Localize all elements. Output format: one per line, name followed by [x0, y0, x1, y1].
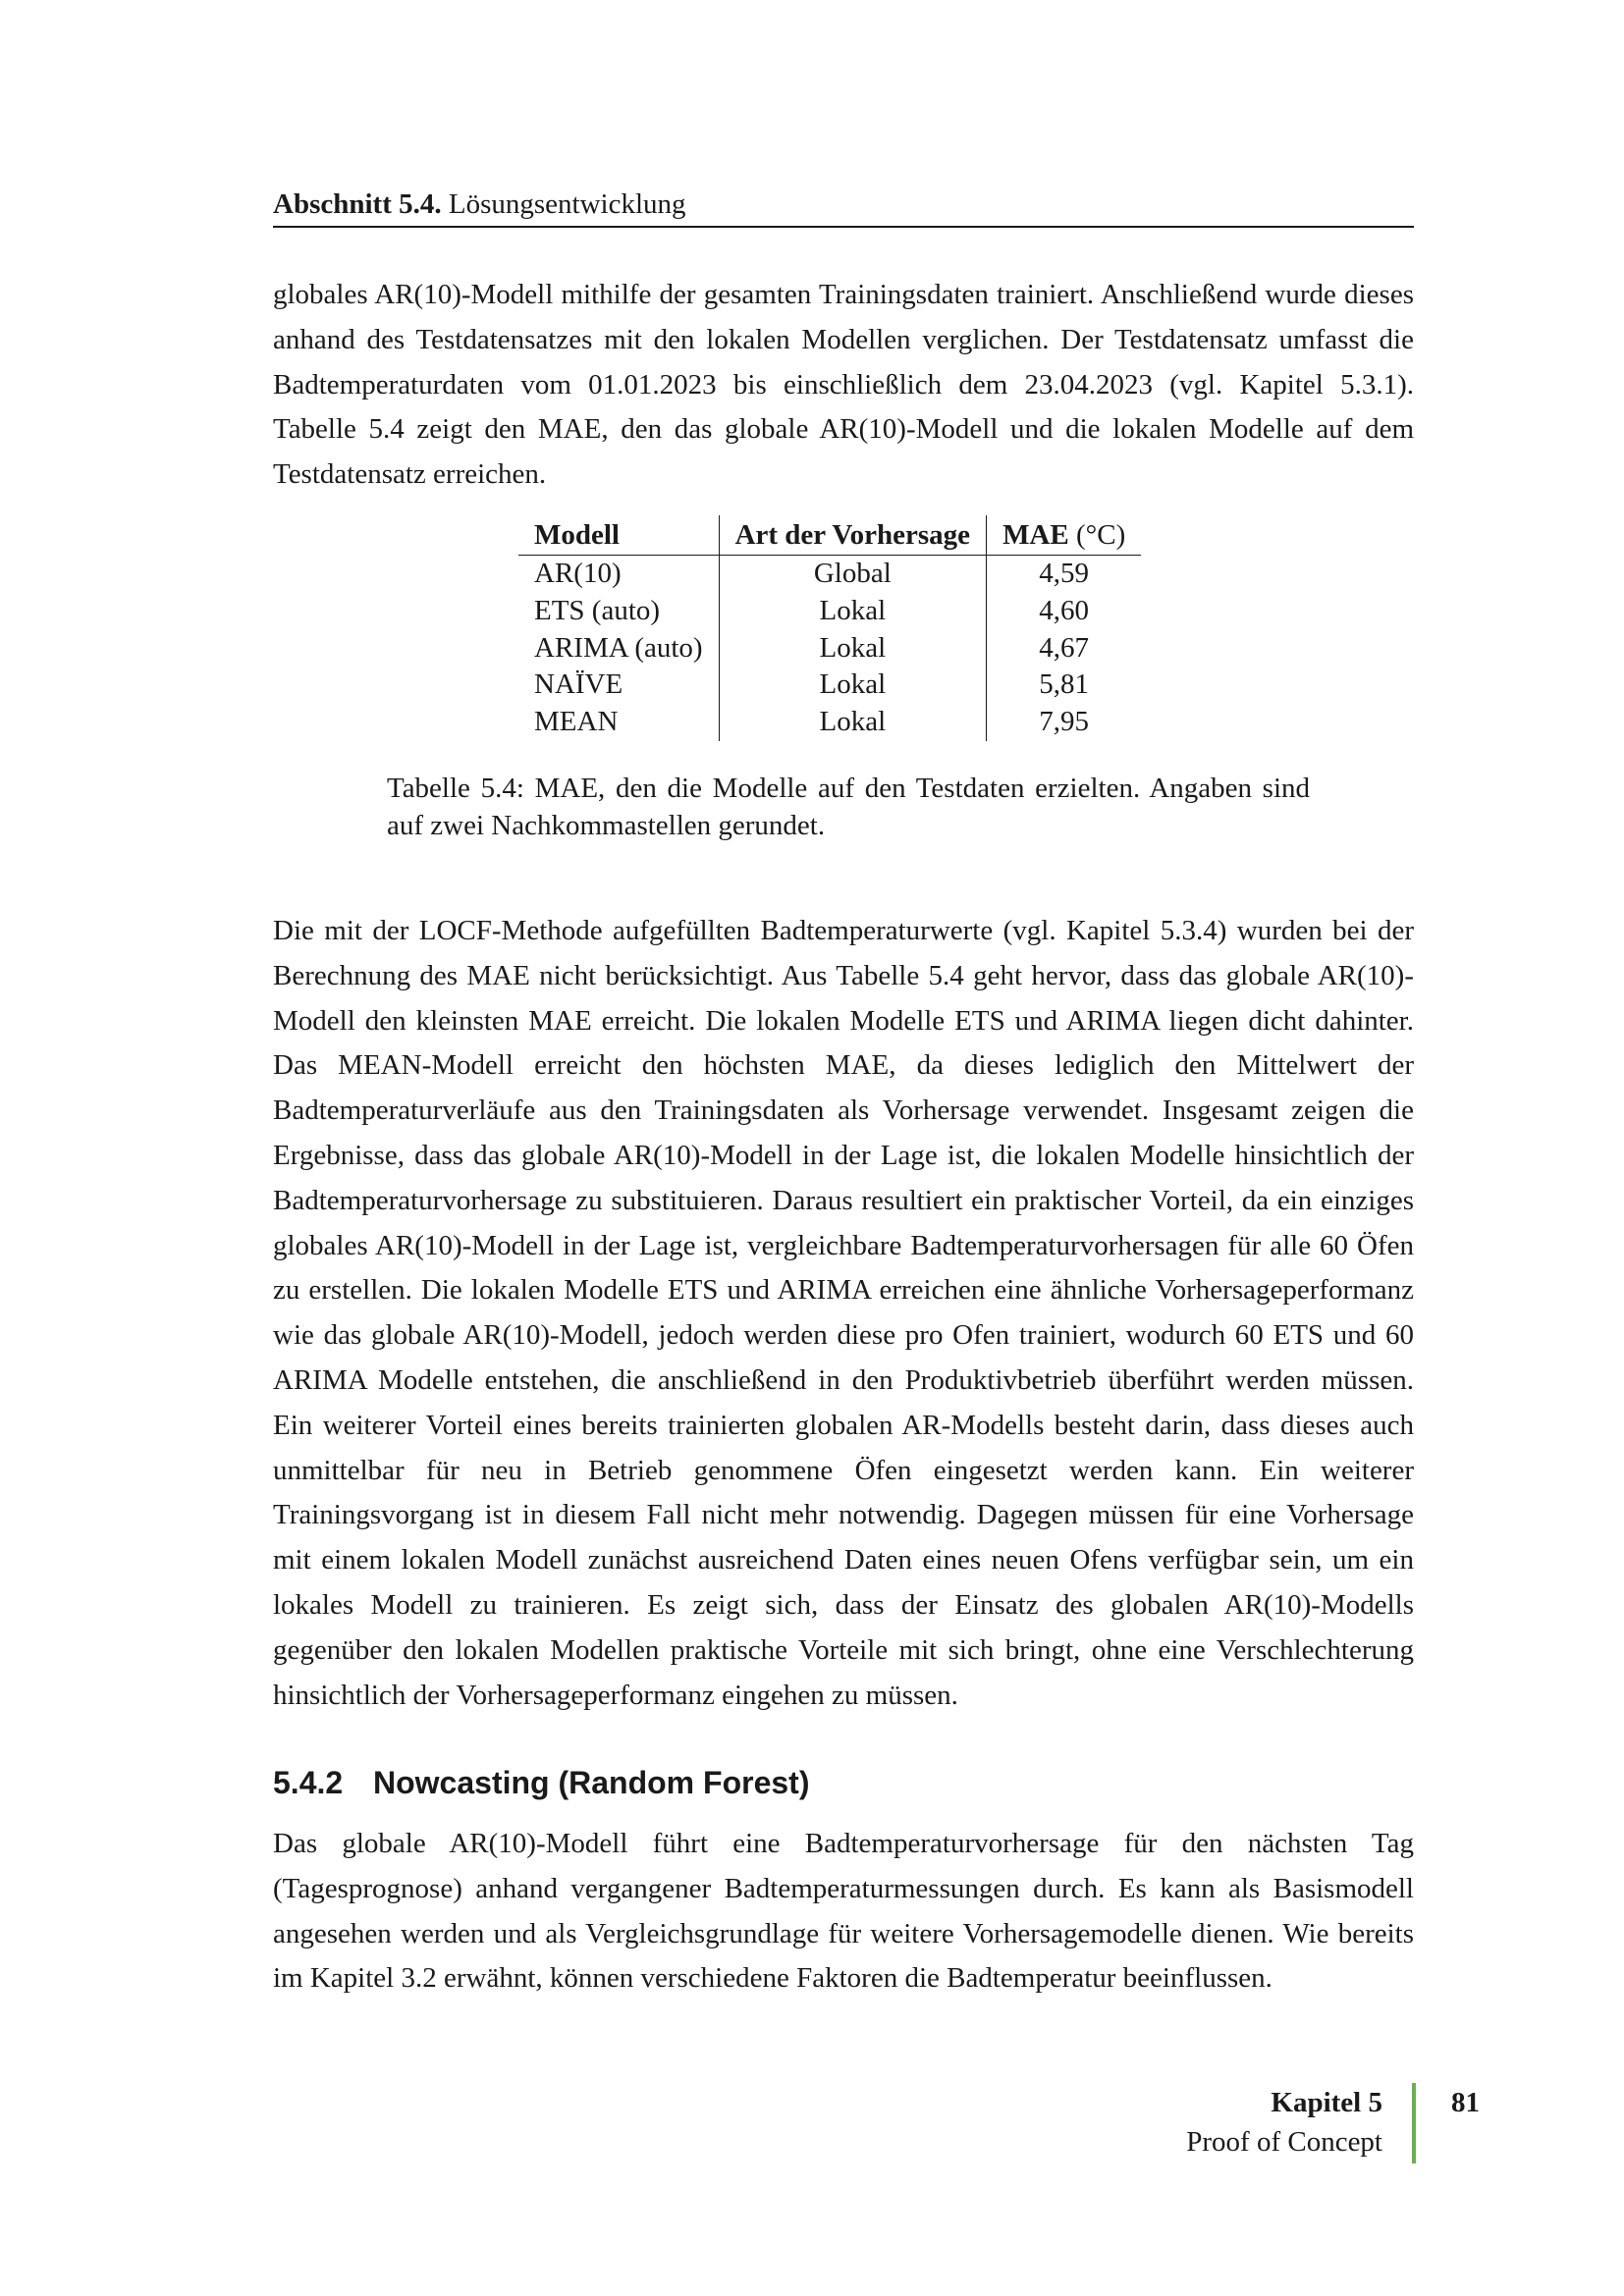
discussion-paragraph: Die mit der LOCF-Methode aufgefüllten Badtemperaturwerte (vgl. Kapitel 5.3.4) wurden bei der Berechnung des MAE nicht berücksichtigt. Aus Tabelle 5.4 geht hervor, dass das globale AR(10)-Modell den kleinsten MAE erreicht. Die lokalen Modelle ETS und ARIMA liegen dicht dahinter. Das MEAN-Modell erreicht den höchsten MAE, da dieses lediglich den Mittelwert der Badtemperaturverläufe aus den Trainingsdaten als Vorhersage verwendet. Insgesamt zeigen die Ergebnisse, dass das globale AR(10)-Modell in der Lage ist, die lokalen Modelle hinsichtlich der Badtemperaturvorhersage zu substituieren. Daraus resultiert ein praktischer Vorteil, da ein einziges globales AR(10)-Modell in der Lage ist, vergleichbare Badtemperaturvorhersagen für alle 60 Öfen zu erstellen. Die lokalen Modelle ETS und ARIMA erreichen eine ähnliche Vorhersageperformanz wie das globale AR(10)-Modell, jedoch werden diese pro Ofen trainiert, wodurch 60 ETS und 60 ARIMA Modelle entstehen, die anschließend in den Produktivbetrieb überführt werden müssen. Ein weiterer Vorteil eines bereits trainierten globalen AR-Modells besteht darin, dass dieses auch unmittelbar für neu in Betrieb genommene Öfen eingesetzt werden kann. Ein weiterer Trainingsvorgang ist in diesem Fall nicht mehr notwendig. Dagegen müssen für eine Vorhersage mit einem lokalen Modell zunächst ausreichend Daten eines neuen Ofens verfügbar sein, um ein lokales Modell zu trainieren. Es zeigt sich, dass der Einsatz des globalen AR(10)-Modells gegenüber den lokalen Modellen praktische Vorteile mit sich bringt, ohne eine Verschlechterung hinsichtlich der Vorhersageperformanz eingehen zu müssen.: [273, 915, 1414, 1711]
nowcasting-paragraph-block: [273, 1822, 1414, 2002]
table-row: [518, 704, 1141, 741]
table-header-mae-label: MAE: [1002, 519, 1069, 551]
table-header-mae: [987, 515, 1142, 556]
table-cell-mae: 4,67: [1039, 631, 1090, 664]
footer-accent-bar: [1412, 2083, 1416, 2163]
table-cell-art: Lokal: [719, 667, 986, 704]
table-cell-art: Lokal: [719, 630, 986, 667]
table-cell-model: ETS (auto): [534, 594, 661, 626]
intro-paragraph: globales AR(10)-Modell mithilfe der gesamten Trainingsdaten trainiert. Anschließend wurde dieses anhand des Testdatensatzes mit den lokalen Modellen verglichen. Der Testdatensatz umfasst die Badtemperaturdaten vom 01.01.2023 bis einschließlich dem 23.04.2023 (vgl. Kapitel 5.3.1). Tabelle 5.4 zeigt den MAE, den das globale AR(10)-Modell und die lokalen Modelle auf dem Testdatensatz erreichen.: [273, 279, 1414, 491]
table-header-model: Modell: [534, 519, 620, 551]
table-cell-mae: 4,59: [1039, 558, 1090, 589]
running-header: [273, 187, 1414, 228]
page-number: 81: [1451, 2087, 1480, 2118]
nowcasting-paragraph: Das globale AR(10)-Modell führt eine Badtemperaturvorhersage für den nächsten Tag (Tagesprognose) anhand vergangener Badtemperaturmessungen durch. Es kann als Basismodell angesehen werden und als Vergleichsgrundlage für weitere Vorhersagemodelle dienen. Wie bereits im Kapitel 3.2 erwähnt, können verschiedene Faktoren die Badtemperatur beeinflussen.: [273, 1828, 1414, 1995]
section-number: 5.4.2: [273, 1765, 344, 1800]
table-cell-mae: 7,95: [1039, 706, 1090, 738]
table-cell-art: Lokal: [719, 704, 986, 741]
results-table: [518, 515, 1141, 741]
table-cell-model: MEAN: [534, 706, 619, 738]
section-heading: [273, 1763, 809, 1802]
table-cell-model: ARIMA (auto): [534, 631, 703, 664]
table-row: [518, 556, 1141, 593]
table-caption: Tabelle 5.4: MAE, den die Modelle auf den Testdaten erzielten. Angaben sind auf zwei Nachkommastellen gerundet.: [387, 773, 1310, 841]
table-row: [518, 667, 1141, 704]
table-header-mae-unit: (°C): [1075, 519, 1126, 551]
footer-chapter-title: Proof of Concept: [1186, 2126, 1382, 2158]
footer-chapter: [1186, 2083, 1382, 2162]
header-section-label: Abschnitt 5.4.: [273, 188, 442, 220]
table-cell-mae: 5,81: [1039, 668, 1090, 701]
table-cell-art: Global: [719, 556, 986, 593]
table-row: [518, 593, 1141, 630]
header-section-title: Lösungsentwicklung: [448, 188, 686, 220]
table-cell-model: NAÏVE: [534, 668, 623, 701]
table-header-row: [518, 515, 1141, 556]
table-cell-mae: 4,60: [1039, 594, 1090, 626]
section-title: Nowcasting (Random Forest): [373, 1765, 810, 1800]
table-cell-art: Lokal: [719, 593, 986, 630]
intro-paragraph-block: [273, 273, 1414, 498]
footer-chapter-label: Kapitel 5: [1271, 2087, 1382, 2118]
table-header-art: Art der Vorhersage: [719, 515, 986, 556]
table-cell-model: AR(10): [534, 558, 622, 589]
table-row: [518, 630, 1141, 667]
discussion-paragraph-block: [273, 909, 1414, 1718]
